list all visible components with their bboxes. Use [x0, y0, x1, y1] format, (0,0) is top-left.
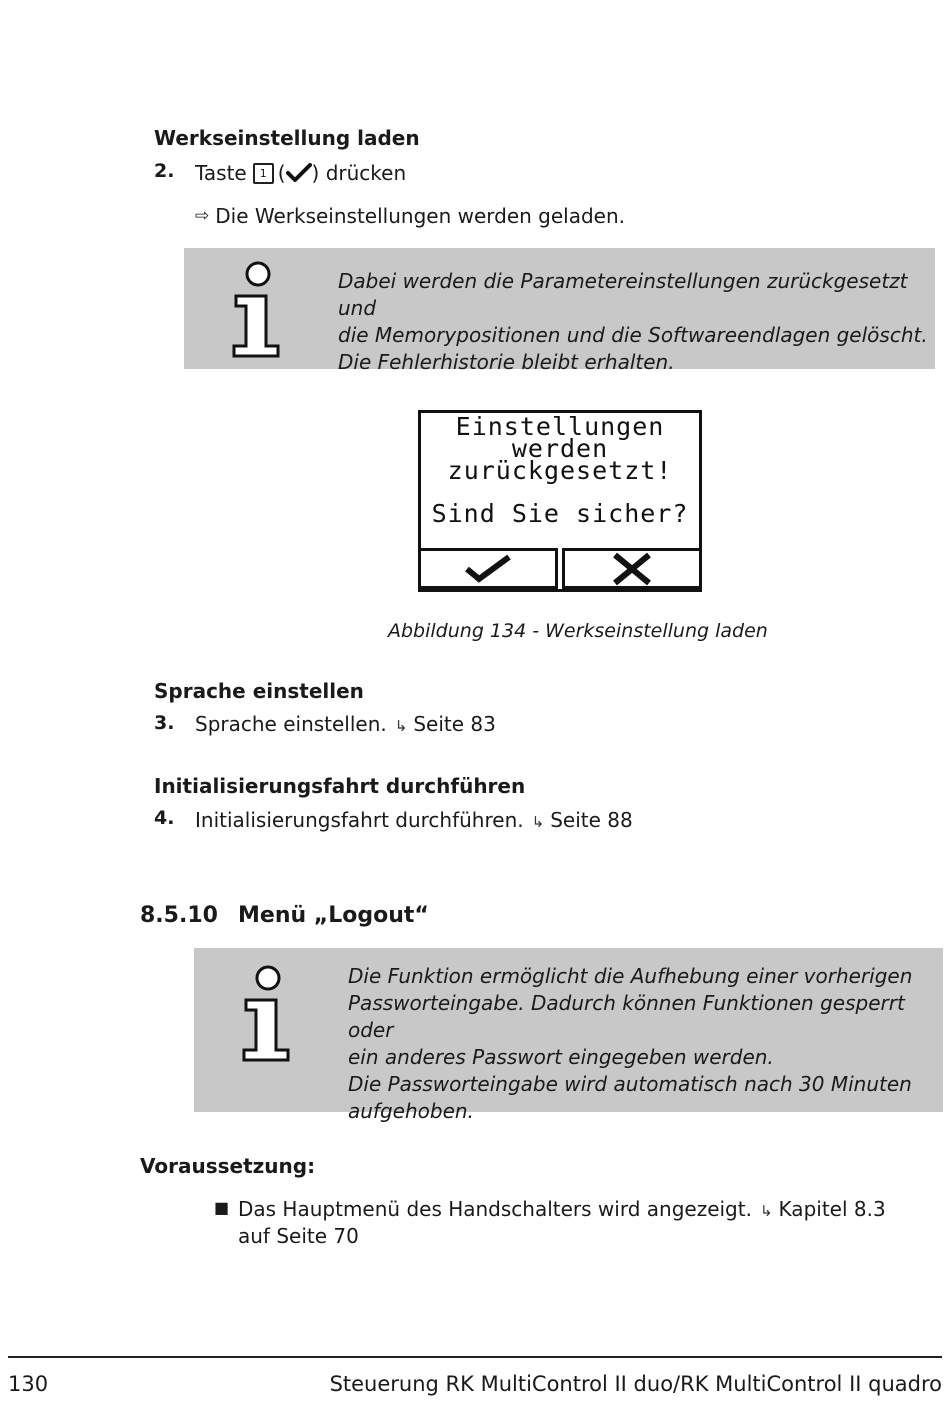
key-1-icon: 1: [253, 163, 274, 184]
heading-voraussetzung: Voraussetzung:: [140, 1154, 316, 1178]
note-line: Die Funktion ermöglicht die Aufhebung einer vorherigen: [348, 964, 913, 988]
note-line: aufgehoben.: [348, 1099, 474, 1123]
prerequisite-main: Das Hauptmenü des Handschalters wird angezeigt.: [238, 1197, 752, 1221]
arrow-right-icon: ⇨: [195, 206, 210, 226]
note-line: Die Fehlerhistorie bleibt erhalten.: [338, 350, 675, 374]
checkmark-icon: [286, 163, 312, 183]
lcd-line: zurückgesetzt!: [447, 456, 673, 485]
chapter-reference-link[interactable]: Kapitel 8.3: [778, 1197, 886, 1221]
heading-initialisierung: Initialisierungsfahrt durchführen: [154, 774, 526, 798]
info-icon: [238, 964, 294, 1066]
prerequisite-line2[interactable]: auf Seite 70: [238, 1224, 359, 1248]
section-number: 8.5.10: [140, 903, 218, 928]
section-title: Menü „Logout“: [238, 903, 429, 928]
paren-open: (: [277, 161, 286, 185]
bullet-square-icon: ■: [214, 1198, 230, 1217]
info-icon: [228, 260, 284, 362]
note-line: Die Passworteingabe wird automatisch nach 30 Minuten: [348, 1072, 912, 1096]
note-text: [338, 268, 935, 376]
lcd-line: werden: [511, 434, 609, 463]
step-number: 4.: [154, 807, 175, 829]
reference-arrow-icon: ↳: [531, 813, 545, 831]
lcd-cancel-button: [562, 548, 702, 589]
page-number: 130: [8, 1372, 49, 1396]
lcd-confirm-button: [418, 548, 558, 589]
document-title: Steuerung RK MultiControl II duo/RK MultiControl II quadro: [329, 1372, 942, 1396]
step-text-after: ) drücken: [311, 161, 407, 185]
info-note: [184, 248, 935, 374]
note-line: Dabei werden die Parametereinstellungen zurückgesetzt und: [338, 269, 908, 320]
page-reference-link[interactable]: Seite 83: [413, 712, 496, 736]
lcd-display: [418, 410, 702, 592]
heading-werkseinstellung: Werkseinstellung laden: [154, 126, 420, 150]
lcd-line: Einstellungen: [455, 412, 665, 441]
checkmark-icon: [421, 551, 555, 586]
note-line: die Memorypositionen und die Softwareendlagen gelöscht.: [338, 323, 928, 347]
figure-caption: Abbildung 134 - Werkseinstellung laden: [388, 620, 768, 642]
step-text-before: Taste: [195, 161, 247, 185]
cross-icon: [565, 551, 699, 586]
reference-arrow-icon: ↳: [394, 717, 408, 735]
step-text: [195, 808, 633, 832]
note-line: Passworteingabe. Dadurch können Funktionen gesperrt oder: [348, 991, 905, 1042]
result-text: Die Werkseinstellungen werden geladen.: [215, 204, 626, 228]
info-note: [194, 948, 943, 1123]
step-text: [195, 712, 496, 736]
page-reference-link[interactable]: Seite 88: [550, 808, 633, 832]
note-text: [348, 963, 943, 1125]
lcd-line: Sind Sie sicher?: [431, 499, 689, 528]
step-text-main: Initialisierungsfahrt durchführen.: [195, 808, 524, 832]
step-text: [195, 161, 406, 185]
step-number: 3.: [154, 712, 175, 734]
footer-divider: [8, 1356, 942, 1358]
result-line: [195, 204, 625, 228]
prerequisite-text: [238, 1197, 886, 1221]
note-line: ein anderes Passwort eingegeben werden.: [348, 1045, 774, 1069]
step-text-main: Sprache einstellen.: [195, 712, 387, 736]
step-number: 2.: [154, 160, 175, 182]
heading-sprache: Sprache einstellen: [154, 679, 364, 703]
reference-arrow-icon: ↳: [759, 1202, 773, 1220]
